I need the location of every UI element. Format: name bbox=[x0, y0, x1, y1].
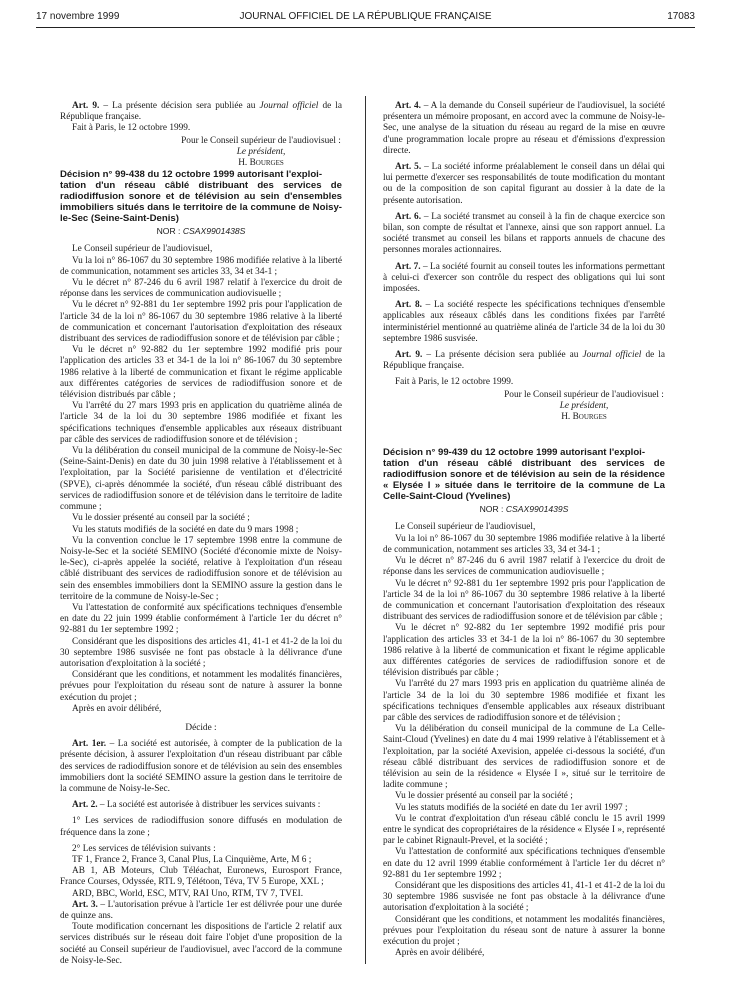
article-3-paragraph: Toute modification concernant les dispositions de l'article 2 relatif aux services distribués sur le réseau doit faire l'objet d'une proposition de la société au Conseil supérieur de l'audiovisuel, avec l'accord de la commune de Noisy-le-Sec. bbox=[60, 922, 342, 966]
article-label: Art. 7. bbox=[395, 261, 421, 272]
signature-block bbox=[60, 136, 342, 170]
decision-title-line: Décision n° 99-439 du 12 octobre 1999 autorisant l'exploi- bbox=[383, 447, 646, 459]
article-label: Art. 8. bbox=[395, 300, 422, 311]
article-text: de la République française. bbox=[60, 101, 343, 123]
visa-paragraph: Vu les statuts modifiés de la société en date du 1er avril 1997 ; bbox=[395, 802, 628, 813]
column-divider bbox=[365, 96, 366, 964]
article-label: Art. 9. bbox=[395, 350, 423, 361]
decision-title-rest: tation d'un réseau câblé distribuant des services de radiodiffusion sonore et de télévision au sein de la résidence « Elysée I » située dans le territoire de la commune de La Celle-Saint-Cloud (Yvelines) bbox=[383, 458, 665, 503]
article-2 bbox=[60, 800, 342, 811]
article-text: – L'autorisation prévue à l'article 1er est délivrée pour une durée de quinze ans. bbox=[60, 899, 342, 921]
article-1 bbox=[60, 739, 342, 795]
visa-paragraph: Vu le décret n° 87-246 du 6 avril 1987 relatif à l'exercice du droit de réponse dans les services de communication audiovisuelle ; bbox=[383, 556, 665, 578]
visa-paragraph: Vu la délibération du conseil municipal de la commune de La Celle-Saint-Cloud (Yvelines) en date du 4 mai 1999 relative à l'établissement et à l'exploitation, par la société Axevision, appelée ci-dessous la société, d'un réseau câblé distribuant des services de radiodiffusion sonore et de télévision au sein de la résidence « Elysée I », situé sur le territoire de ladite commune ; bbox=[383, 724, 665, 791]
signature-title: Le président, bbox=[559, 400, 609, 411]
signature-pour: Pour le Conseil supérieur de l'audiovisuel : bbox=[504, 389, 664, 400]
article-text: – La société est autorisée, à compter de la publication de la présente décision, à assurer l'exploitation d'un réseau distribuant par câble des services de radiodiffusion sonore et de télévision au sein des ensembles immobiliers dont la société SEMINO assure la gestion dans le territoire de la commune de Noisy-le-Sec. bbox=[60, 739, 342, 794]
services-list-item: 2° Les services de télévision suivants : bbox=[72, 843, 216, 854]
article-label: Art. 4. bbox=[395, 101, 421, 111]
decision-title-rest: tation d'un réseau câblé distribuant des services de radiodiffusion sonore et de télévision au sein d'ensembles immobiliers situés dans le territoire de la commune de Noisy-le-Sec (Seine-Saint-Denis) bbox=[60, 180, 342, 225]
services-list-item: ARD, BBC, World, ESC, MTV, RAI Uno, RTM, TV 7, TVEI. bbox=[72, 888, 304, 899]
signature-block bbox=[383, 390, 665, 424]
visa-paragraph: Vu l'attestation de conformité aux spécifications techniques d'ensemble en date du 22 juin 1999 établie conformément à l'article 1er du décret n° 92-881 du 1er septembre 1992 ; bbox=[60, 602, 342, 636]
article-4 bbox=[383, 101, 665, 157]
nor-label: NOR : bbox=[479, 504, 506, 515]
services-list-item: 1° Les services de radiodiffusion sonore diffusés en modulation de fréquence dans la zone ; bbox=[60, 816, 342, 838]
visa-paragraph: Vu le contrat d'exploitation d'un réseau câblé conclu le 15 avril 1999 entre le syndicat des copropriétaires de la résidence « Elysée I », représenté par le cabinet Rignault-Prevel, et la société ; bbox=[383, 813, 665, 847]
article-text: – La société fournit au conseil toutes les informations permettant à celui-ci d'exercer son contrôle du respect des obligations qui lui sont imposées. bbox=[383, 261, 665, 295]
running-header bbox=[36, 10, 695, 24]
visa-paragraph: Vu le décret n° 92-882 du 1er septembre 1992 modifié pris pour l'application des articles 33 et 34-1 de la loi n° 86-1067 du 30 septembre 1986 relative à la liberté de communication et fixant le régime applicable aux différentes catégories de services de radiodiffusion sonore et de télévision distribués par câble ; bbox=[383, 623, 665, 679]
article-text: de la République française. bbox=[383, 350, 666, 372]
page-number: 17083 bbox=[667, 11, 695, 22]
visa-paragraph: Vu la loi n° 86-1067 du 30 septembre 1986 modifiée relative à la liberté de communication, notamment ses articles 33, 34 et 34-1 ; bbox=[60, 255, 342, 277]
decision-title bbox=[60, 169, 342, 224]
signature-pour: Pour le Conseil supérieur de l'audiovisuel : bbox=[181, 135, 341, 146]
visa-paragraph: Vu l'arrêté du 27 mars 1993 pris en application du quatrième alinéa de l'article 34 de la loi du 30 septembre 1986 modifiée et fixant les spécifications techniques d'ensemble applicables aux réseaux distribuant par câble des services de radiodiffusion sonore et de télévision ; bbox=[383, 679, 665, 723]
visa-paragraph: Vu l'arrêté du 27 mars 1993 pris en application du quatrième alinéa de l'article 34 de la loi du 30 septembre 1986 modifiée et fixant les spécifications techniques d'ensemble applicables aux réseaux distribuant par câble des services de radiodiffusion sonore et de télévision ; bbox=[60, 401, 342, 445]
article-8 bbox=[383, 300, 665, 345]
article-label: Art. 1er. bbox=[72, 739, 107, 750]
visa-paragraph: Vu le dossier présenté au conseil par la société ; bbox=[72, 513, 250, 524]
visa-paragraph: Vu l'attestation de conformité aux spécifications techniques d'ensemble en date du 12 avril 1999 établie conformément à l'article 1er du décret n° 92-881 du 1er septembre 1992 ; bbox=[383, 847, 665, 880]
visa-paragraph: Considérant que les conditions, et notamment les modalités financières, prévues pour l'exploitation du réseau sont de nature à assurer la bonne exécution du projet ; bbox=[60, 670, 342, 703]
article-5 bbox=[383, 162, 665, 207]
article-text: – La société transmet au conseil à la fin de chaque exercice son bilan, son compte de résultat et l'annexe, ainsi que son rapport annuel. La société transmet au conseil les bilans et rapports annuels de chacune des personnes morales actionnaires. bbox=[383, 211, 665, 256]
visa-paragraph: Le Conseil supérieur de l'audiovisuel, bbox=[72, 244, 213, 255]
visa-paragraph: Considérant que les dispositions des articles 41, 41-1 et 41-2 de la loi du 30 septembre 1986 susvisée ne font pas obstacle à la délivrance d'une autorisation d'exploitation à la société ; bbox=[60, 636, 342, 669]
services-list-item: TF 1, France 2, France 3, Canal Plus, La Cinquième, Arte, M 6 ; bbox=[72, 854, 312, 865]
visa-paragraph: Considérant que les conditions, et notamment les modalités financières, prévues pour l'exploitation du réseau sont de nature à assurer la bonne exécution du projet ; bbox=[383, 914, 665, 947]
article-9-left bbox=[60, 101, 342, 123]
journal-title: JOURNAL OFFICIEL DE LA RÉPUBLIQUE FRANÇAISE bbox=[239, 11, 492, 22]
fait-a-paris: Fait à Paris, le 12 octobre 1999. bbox=[72, 123, 191, 134]
article-label: Art. 9. bbox=[72, 101, 100, 111]
fait-a-paris: Fait à Paris, le 12 octobre 1999. bbox=[395, 377, 514, 388]
visa-paragraph: Considérant que les dispositions des articles 41, 41-1 et 41-2 de la loi du 30 septembre 1986 susvisée ne font pas obstacle à la délivrance d'une autorisation d'exploitation à la société ; bbox=[383, 880, 665, 914]
article-label: Art. 6. bbox=[395, 211, 422, 222]
visa-paragraph: Après en avoir délibéré, bbox=[72, 703, 162, 714]
visa-paragraph: Le Conseil supérieur de l'audiovisuel, bbox=[395, 522, 536, 533]
visa-paragraph: Vu les statuts modifiés de la société en date du 9 mars 1998 ; bbox=[72, 524, 299, 535]
header-rule bbox=[36, 27, 695, 28]
issue-date: 17 novembre 1999 bbox=[36, 11, 120, 22]
article-3 bbox=[60, 900, 342, 922]
visa-paragraph: Vu la convention conclue le 17 septembre 1998 entre la commune de Noisy-le-Sec et la société SEMINO (Société d'économie mixte de Noisy-le-Sec), ci-après appelée la société, relative à l'exploitation d'un réseau câblé distribuant des services de radiodiffusion sonore et de télévision au sein des ensembles immobiliers dont la SEMINO assure la gestion dans le territoire de la commune de Noisy-le-Sec ; bbox=[60, 535, 342, 602]
visa-paragraph: Vu la délibération du conseil municipal de la commune de Noisy-le-Sec (Seine-Saint-Denis) en date du 30 juin 1998 relative à l'établissement et à l'exploitation, par la Société parisienne de ventilation et d'électricité (SPVE), ci-après dénommée la société, d'un réseau câblé distribuant des services de radiodiffusion sonore et de télévision dans le territoire de ladite commune ; bbox=[60, 446, 342, 513]
article-9-right bbox=[383, 350, 665, 372]
visa-paragraph: Vu la loi n° 86-1067 du 30 septembre 1986 modifiée relative à la liberté de communication, notamment ses articles 33, 34 et 34-1 ; bbox=[383, 533, 665, 555]
article-text: – La présente décision sera publiée au bbox=[422, 350, 583, 361]
left-column bbox=[60, 101, 342, 967]
nor-code: CSAX9901439S bbox=[505, 504, 569, 515]
visa-paragraph: Vu le décret n° 92-881 du 1er septembre 1992 pris pour l'application de l'article 34 de la loi n° 86-1067 du 30 septembre 1986 relative à la liberté de communication et concernant l'autorisation d'exploitation des réseaux distribuant des services de radiodiffusion sonore et de télévision par câble ; bbox=[383, 578, 665, 623]
article-text: – La société est autorisée à distribuer les services suivants : bbox=[97, 800, 321, 811]
nor-reference bbox=[60, 226, 342, 237]
signature-name: H. Bourges bbox=[238, 158, 284, 169]
nor-label: NOR : bbox=[156, 226, 183, 237]
signature-name: H. Bourges bbox=[561, 412, 607, 423]
decision-title bbox=[383, 447, 665, 502]
article-7 bbox=[383, 262, 665, 296]
decide-heading: Décide : bbox=[185, 722, 217, 733]
article-text: – A la demande du Conseil supérieur de l'audiovisuel, la société présentera un mémoire proposant, en accord avec la commune de Noisy-le-Sec, une analyse de la situation du réseau au regard de la mise en œuvre d'une programmation locale propre au réseau et d'émissions d'expression directe. bbox=[383, 101, 665, 156]
services-list-item: AB 1, AB Moteurs, Club Téléachat, Euronews, Eurosport France, France Courses, Odyssée, RTL 9, Télétoon, Téva, TV 5 Europe, XXL ; bbox=[60, 866, 342, 888]
decision-title-line: Décision n° 99-438 du 12 octobre 1999 autorisant l'exploi- bbox=[60, 169, 323, 181]
journal-reference: Journal officiel bbox=[582, 350, 642, 361]
visa-paragraph: Vu le décret n° 92-881 du 1er septembre 1992 pris pour l'application de l'article 34 de la loi n° 86-1067 du 30 septembre 1986 relative à la liberté de communication et concernant l'autorisation d'exploitation des réseaux distribuant des services de radiodiffusion sonore et de télévision par câble ; bbox=[60, 300, 342, 345]
article-label: Art. 2. bbox=[72, 800, 98, 811]
visa-paragraph: Vu le décret n° 87-246 du 6 avril 1987 relatif à l'exercice du droit de réponse dans les services de communication audiovisuelle ; bbox=[60, 278, 342, 300]
visa-paragraph: Vu le dossier présenté au conseil par la société ; bbox=[395, 791, 573, 802]
journal-reference: Journal officiel bbox=[259, 101, 319, 111]
article-text: – La présente décision sera publiée au bbox=[99, 101, 260, 111]
signature-title: Le président, bbox=[236, 146, 286, 157]
article-label: Art. 5. bbox=[395, 162, 422, 173]
article-label: Art. 3. bbox=[72, 899, 98, 910]
visa-paragraph: Vu le décret n° 92-882 du 1er septembre 1992 modifié pris pour l'application des articles 33 et 34-1 de la loi n° 86-1067 du 30 septembre 1986 relative à la liberté de communication et fixant le régime applicable aux différentes catégories de services de radiodiffusion sonore et de télévision distribués par câble ; bbox=[60, 345, 342, 401]
visa-paragraph: Après en avoir délibéré, bbox=[395, 948, 485, 959]
article-6 bbox=[383, 212, 665, 257]
nor-reference bbox=[383, 504, 665, 515]
article-text: – La société informe préalablement le conseil dans un délai qui lui permette d'exercer ses responsabilités de toute modification du montant ou de la composition de son capital figurant au dossier à la date de la présente autorisation. bbox=[383, 162, 666, 206]
article-text: – La société respecte les spécifications techniques d'ensemble applicables aux réseaux câblés dans les conditions fixées par l'arrêté interministériel mentionné au quatrième alinéa de l'article 34 de la loi du 30 septembre 1986 susvisée. bbox=[383, 300, 665, 344]
right-column bbox=[383, 101, 665, 959]
nor-code: CSAX9901438S bbox=[182, 226, 246, 237]
